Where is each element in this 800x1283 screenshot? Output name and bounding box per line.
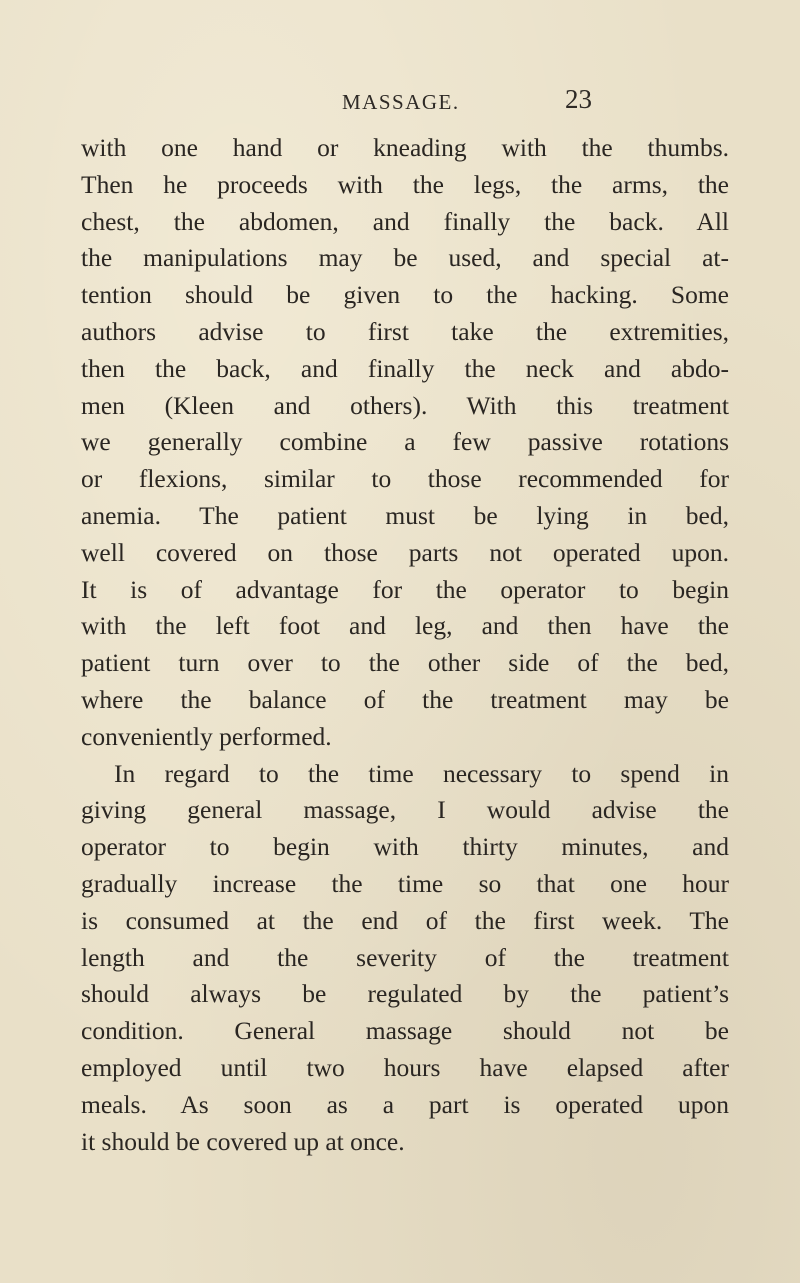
text-line: meals. As soon as a part is operated upon [81,1089,729,1119]
text-line-paragraph-end: it should be covered up at once. [81,1126,405,1156]
text-line: giving general massage, I would advise the [81,795,729,825]
text-line: then the back, and finally the neck and abdo- [81,353,729,383]
body-text [81,130,729,1160]
text-line: with one hand or kneading with the thumbs. [81,133,729,162]
text-line: tention should be given to the hacking. Some [81,280,729,310]
page-number: 23 [565,84,592,114]
running-head [342,84,602,120]
text-line-paragraph-end: conveniently performed. [81,721,332,751]
text-line: the manipulations may be used, and special at- [81,243,729,273]
text-line: operator to begin with thirty minutes, and [81,832,729,862]
text-line-paragraph-start: In regard to the time necessary to spend in [114,758,729,788]
text-line: well covered on those parts not operated upon. [81,537,729,567]
text-line: gradually increase the time so that one hour [81,868,729,898]
text-line: should always be regulated by the patient’s [81,979,729,1009]
running-title: MASSAGE. [342,90,460,114]
text-line: length and the severity of the treatment [81,942,729,972]
text-line: It is of advantage for the operator to begin [81,574,729,604]
text-line: Then he proceeds with the legs, the arms, the [81,169,729,199]
text-line: men (Kleen and others). With this treatment [81,390,729,420]
text-line: or flexions, similar to those recommended for [81,464,729,494]
text-line: employed until two hours have elapsed after [81,1052,729,1082]
text-line: where the balance of the treatment may be [81,684,729,714]
text-line: is consumed at the end of the first week. The [81,905,729,935]
text-line: authors advise to first take the extremities, [81,316,729,346]
text-line: we generally combine a few passive rotations [81,427,729,457]
text-line: patient turn over to the other side of the bed, [81,648,729,678]
text-line: condition. General massage should not be [81,1016,729,1046]
text-line: chest, the abdomen, and finally the back. All [81,206,729,236]
text-line: anemia. The patient must be lying in bed, [81,500,729,530]
text-line: with the left foot and leg, and then have the [81,611,729,641]
